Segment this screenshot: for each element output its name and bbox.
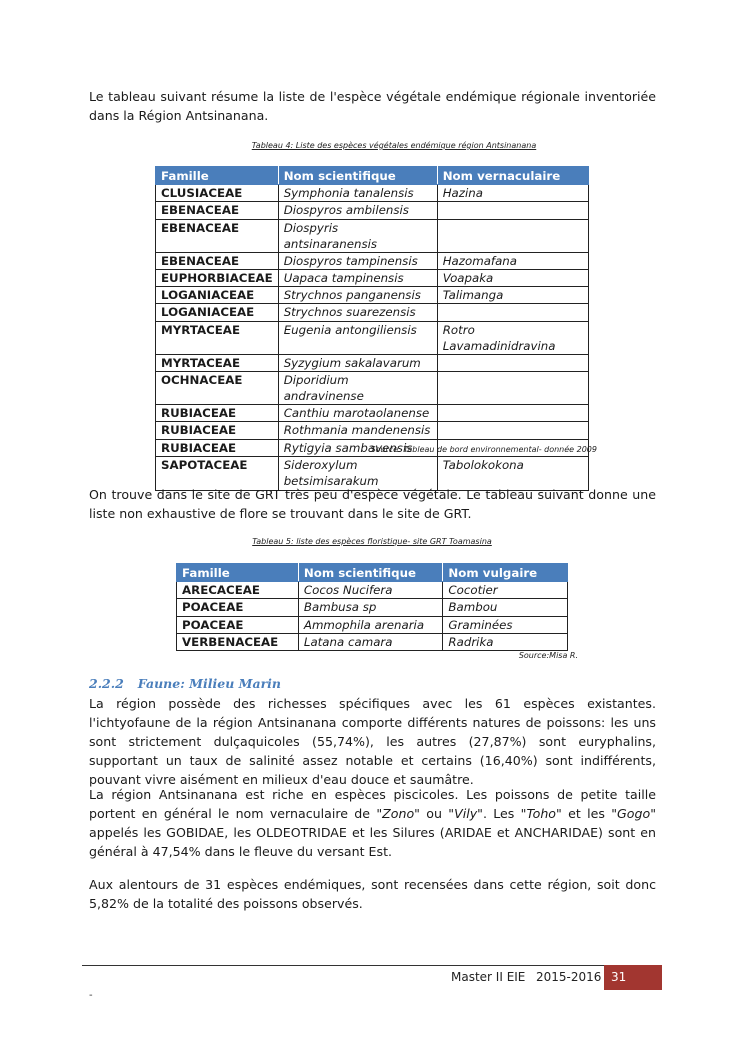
section-number: 2.2.2 bbox=[89, 676, 124, 691]
famille-cell: MYRTACEAE bbox=[156, 321, 279, 354]
table5-header-vulgaire: Nom vulgaire bbox=[443, 564, 568, 582]
famille-cell: ARECACEAE bbox=[177, 582, 299, 599]
vernacular-name-cell bbox=[437, 354, 588, 371]
table-row bbox=[156, 185, 589, 202]
scientific-name-cell: Strychnos suarezensis bbox=[278, 304, 437, 321]
section-heading bbox=[89, 676, 281, 691]
gogo-term: Gogo bbox=[617, 806, 651, 821]
scientific-name-cell: Uapaca tampinensis bbox=[278, 269, 437, 286]
scientific-name-cell: Diporidium andravinense bbox=[278, 372, 437, 405]
common-name-cell: Radrika bbox=[443, 633, 568, 650]
famille-cell: EUPHORBIACEAE bbox=[156, 269, 279, 286]
zono-term: Zono bbox=[382, 806, 415, 821]
vernacular-name-cell: Hazina bbox=[437, 185, 588, 202]
toho-term: Toho bbox=[526, 806, 557, 821]
scientific-name-cell: Latana camara bbox=[298, 633, 443, 650]
piscicoles-paragraph bbox=[89, 785, 656, 861]
faune-paragraph: La région possède des richesses spécifiques avec les 61 espèces existantes. l'ichtyofaune de la région Antsinanana comporte différents natures de poissons: les uns sont strictement dulçaquicoles (55,74%), les autres (27,87%) sont euryphalins, supportant un taux de salinité assez notable et certains (16,40%) sont indifférents, pouvant vivre aisément en milieux d'eau douce et saumâtre. bbox=[89, 696, 656, 787]
table4-header-famille: Famille bbox=[156, 167, 279, 185]
table-row bbox=[156, 372, 589, 405]
table-row bbox=[156, 354, 589, 371]
intro-paragraph: Le tableau suivant résume la liste de l'espèce végétale endémique régionale inventoriée dans la Région Antsinanana. bbox=[89, 89, 656, 123]
scientific-name-cell: Canthiu marotaolanense bbox=[278, 405, 437, 422]
grt-paragraph: On trouve dans le site de GRT très peu d'espèce végétale. Le tableau suivant donne une liste non exhaustive de flore se trouvant dans le site de GRT. bbox=[89, 487, 656, 521]
text-fragment: La région Antsinanana est riche en espèces piscicoles. Les poissons de petite taille portent en général le nom vernaculaire de " bbox=[89, 787, 656, 821]
text-fragment: ". Les " bbox=[477, 806, 527, 821]
vernacular-name-cell bbox=[437, 202, 588, 219]
famille-cell: EBENACEAE bbox=[156, 252, 279, 269]
text-fragment: " ou " bbox=[414, 806, 455, 821]
section-title: Faune: Milieu Marin bbox=[137, 676, 282, 691]
scientific-name-cell: Diospyros tampinensis bbox=[278, 252, 437, 269]
table-row bbox=[177, 633, 568, 650]
vernacular-name-cell bbox=[437, 219, 588, 252]
table4-caption: Tableau 4: Liste des espèces végétales endémique région Antsinanana bbox=[251, 141, 537, 150]
common-name-cell: Graminées bbox=[443, 616, 568, 633]
table5-source: Source:Misa R. bbox=[518, 651, 578, 660]
vernacular-name-cell: Voapaka bbox=[437, 269, 588, 286]
scientific-name-cell: Sideroxylum betsimisarakum bbox=[278, 456, 437, 490]
famille-cell: LOGANIACEAE bbox=[156, 287, 279, 304]
famille-cell: MYRTACEAE bbox=[156, 354, 279, 371]
table-row bbox=[156, 422, 589, 439]
scientific-name-cell: Ammophila arenaria bbox=[298, 616, 443, 633]
table-row bbox=[156, 321, 589, 354]
footer-program: Master II EIE bbox=[451, 970, 526, 984]
footer-years: 2015-2016 bbox=[536, 970, 602, 984]
table5-header-row bbox=[177, 564, 568, 582]
vernacular-name-cell: Talimanga bbox=[437, 287, 588, 304]
table4-header-row bbox=[156, 167, 589, 185]
famille-cell: LOGANIACEAE bbox=[156, 304, 279, 321]
famille-cell: EBENACEAE bbox=[156, 219, 279, 252]
vernacular-name-cell bbox=[437, 422, 588, 439]
famille-cell: SAPOTACEAE bbox=[156, 456, 279, 490]
famille-cell: RUBIACEAE bbox=[156, 439, 279, 456]
vernacular-name-cell: Rotro Lavamadinidravina bbox=[437, 321, 588, 354]
table4-header-vernaculaire: Nom vernaculaire bbox=[437, 167, 588, 185]
text-fragment: " et les " bbox=[556, 806, 618, 821]
common-name-cell: Bambou bbox=[443, 599, 568, 616]
table-row bbox=[156, 252, 589, 269]
table-row bbox=[177, 599, 568, 616]
table-row bbox=[156, 287, 589, 304]
vernacular-name-cell: Tabolokokona bbox=[437, 456, 588, 490]
common-name-cell: Cocotier bbox=[443, 582, 568, 599]
table-row bbox=[156, 202, 589, 219]
text-fragment: " appelés les GOBIDAE, les OLDEOTRIDAE et les Silures (ARIDAE et ANCHARIDAE) sont en général à 47,54% dans le fleuve du versant Est. bbox=[89, 806, 657, 859]
scientific-name-cell: Cocos Nucifera bbox=[298, 582, 443, 599]
scientific-name-cell: Diospyros ambilensis bbox=[278, 202, 437, 219]
table-row bbox=[156, 304, 589, 321]
scientific-name-cell: Bambusa sp bbox=[298, 599, 443, 616]
famille-cell: RUBIACEAE bbox=[156, 405, 279, 422]
table5 bbox=[176, 563, 568, 651]
table-row bbox=[156, 269, 589, 286]
table4 bbox=[155, 166, 589, 491]
vernacular-name-cell bbox=[437, 304, 588, 321]
footer-dash: - bbox=[89, 990, 93, 1001]
table-row bbox=[156, 219, 589, 252]
table4-source: Source: Tableau de bord environnemental- donnée 2009 bbox=[370, 445, 597, 454]
famille-cell: RUBIACEAE bbox=[156, 422, 279, 439]
vernacular-name-cell: Hazomafana bbox=[437, 252, 588, 269]
scientific-name-cell: Syzygium sakalavarum bbox=[278, 354, 437, 371]
table4-header-scientifique: Nom scientifique bbox=[278, 167, 437, 185]
scientific-name-cell: Eugenia antongiliensis bbox=[278, 321, 437, 354]
scientific-name-cell: Strychnos panganensis bbox=[278, 287, 437, 304]
table5-header-scientifique: Nom scientifique bbox=[298, 564, 443, 582]
table-row bbox=[177, 582, 568, 599]
famille-cell: POACEAE bbox=[177, 599, 299, 616]
famille-cell: POACEAE bbox=[177, 616, 299, 633]
scientific-name-cell: Diospyris antsinaranensis bbox=[278, 219, 437, 252]
table5-caption: Tableau 5: liste des espèces floristique- site GRT Toamasina bbox=[252, 537, 492, 546]
endemiques-paragraph: Aux alentours de 31 espèces endémiques, sont recensées dans cette région, soit donc 5,82% de la totalité des poissons observés. bbox=[89, 877, 656, 911]
famille-cell: EBENACEAE bbox=[156, 202, 279, 219]
vernacular-name-cell bbox=[437, 372, 588, 405]
vernacular-name-cell bbox=[437, 405, 588, 422]
famille-cell: OCHNACEAE bbox=[156, 372, 279, 405]
famille-cell: CLUSIACEAE bbox=[156, 185, 279, 202]
table5-header-famille: Famille bbox=[177, 564, 299, 582]
vily-term: Vily bbox=[454, 806, 478, 821]
scientific-name-cell: Rothmania mandenensis bbox=[278, 422, 437, 439]
famille-cell: VERBENACEAE bbox=[177, 633, 299, 650]
scientific-name-cell: Symphonia tanalensis bbox=[278, 185, 437, 202]
table-row bbox=[156, 405, 589, 422]
page-number: 31 bbox=[604, 965, 662, 990]
table-row bbox=[177, 616, 568, 633]
scientific-name-cell: Rytigyia sambavensis bbox=[278, 439, 437, 456]
